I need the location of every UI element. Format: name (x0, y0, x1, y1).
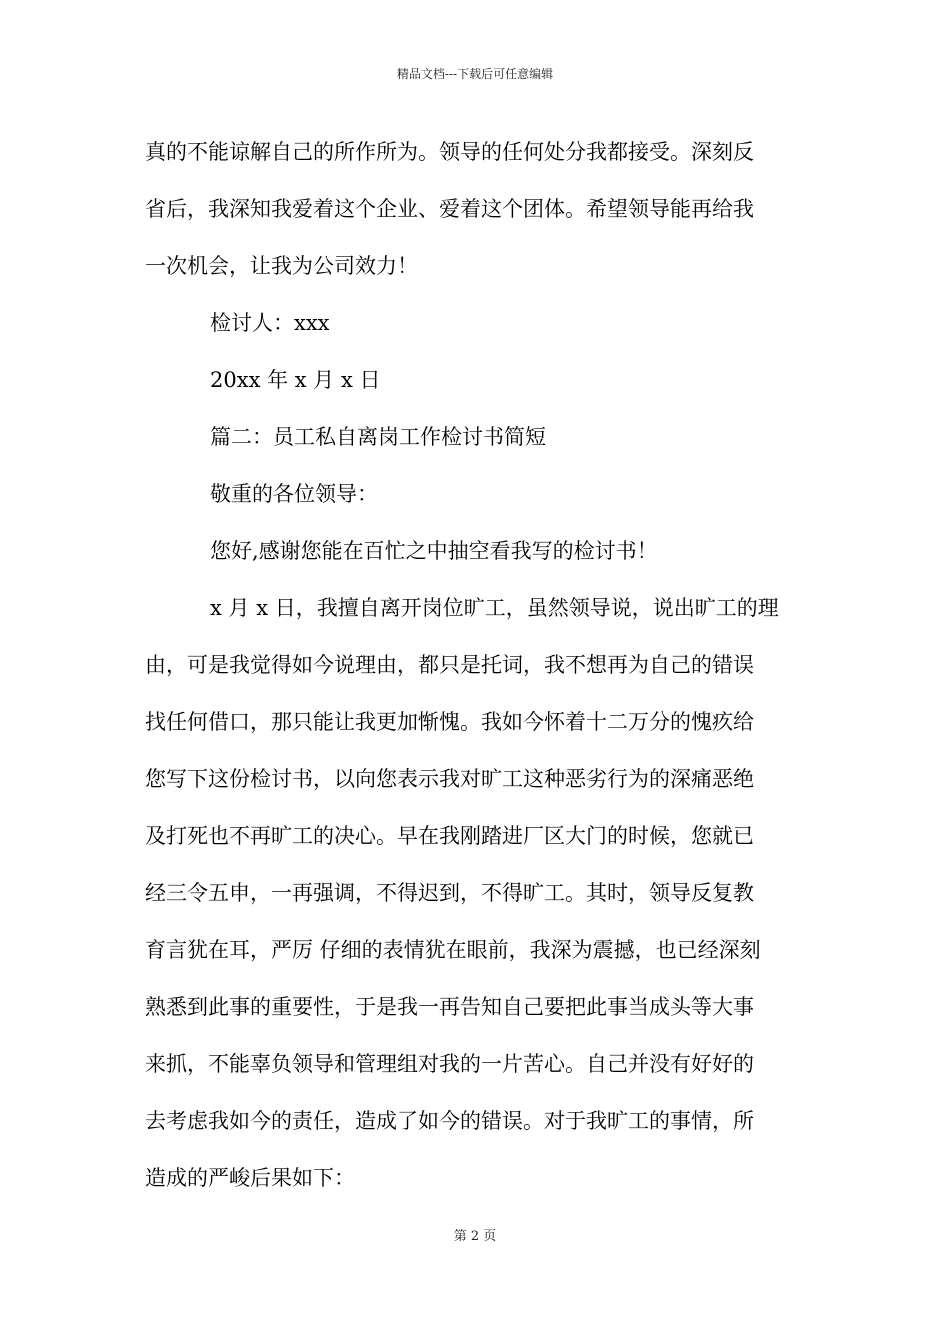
page-number: 第 2 页 (453, 1229, 497, 1244)
paragraph-line: 熟悉到此事的重要性，于是我一再告知自己要把此事当成头等大事 (145, 995, 754, 1019)
paragraph-line: 您写下这份检讨书，以向您表示我对旷工这种恶劣行为的深痛恶绝 (145, 767, 754, 791)
greeting-line: 您好,感谢您能在百忙之中抽空看我写的检讨书！ (210, 539, 658, 563)
paragraph-line: 及打死也不再旷工的决心。早在我刚踏进厂区大门的时候，您就已 (145, 824, 754, 848)
paragraph-line: 来抓，不能辜负领导和管理组对我的一片苦心。自己并没有好好的 (145, 1052, 754, 1076)
paragraph-line: 真的不能谅解自己的所作所为。领导的任何处分我都接受。深刻反 (145, 140, 754, 164)
paragraph-line: 由，可是我觉得如今说理由，都只是托词，我不想再为自己的错误 (145, 653, 754, 677)
section-title: 篇二：员工私自离岗工作检讨书简短 (210, 425, 546, 449)
paragraph-line: 一次机会，让我为公司效力！ (145, 254, 418, 278)
salutation: 敬重的各位领导： (210, 482, 378, 506)
paragraph-line: 去考虑我如今的责任，造成了如今的错误。对于我旷工的事情，所 (145, 1109, 754, 1133)
paragraph-line: 造成的严峻后果如下： (145, 1166, 355, 1190)
page-header: 精品文档---下载后可任意编辑 (396, 67, 554, 81)
paragraph-line: 找任何借口，那只能让我更加惭愧。我如今怀着十二万分的愧疚给 (145, 710, 754, 734)
paragraph-line: 育言犹在耳，严厉 仔细的表情犹在眼前，我深为震撼，也已经深刻 (145, 938, 761, 962)
date-line: 20xx 年 x 月 x 日 (210, 368, 381, 392)
document-body (145, 124, 807, 1207)
paragraph-line: 经三令五申，一再强调，不得迟到，不得旷工。其时，领导反复教 (145, 881, 754, 905)
paragraph-line: x 月 x 日，我擅自离开岗位旷工，虽然领导说，说出旷工的理 (210, 596, 779, 620)
signature-line: 检讨人：xxx (210, 311, 330, 335)
paragraph-line: 省后，我深知我爱着这个企业、爱着这个团体。希望领导能再给我 (145, 197, 754, 221)
